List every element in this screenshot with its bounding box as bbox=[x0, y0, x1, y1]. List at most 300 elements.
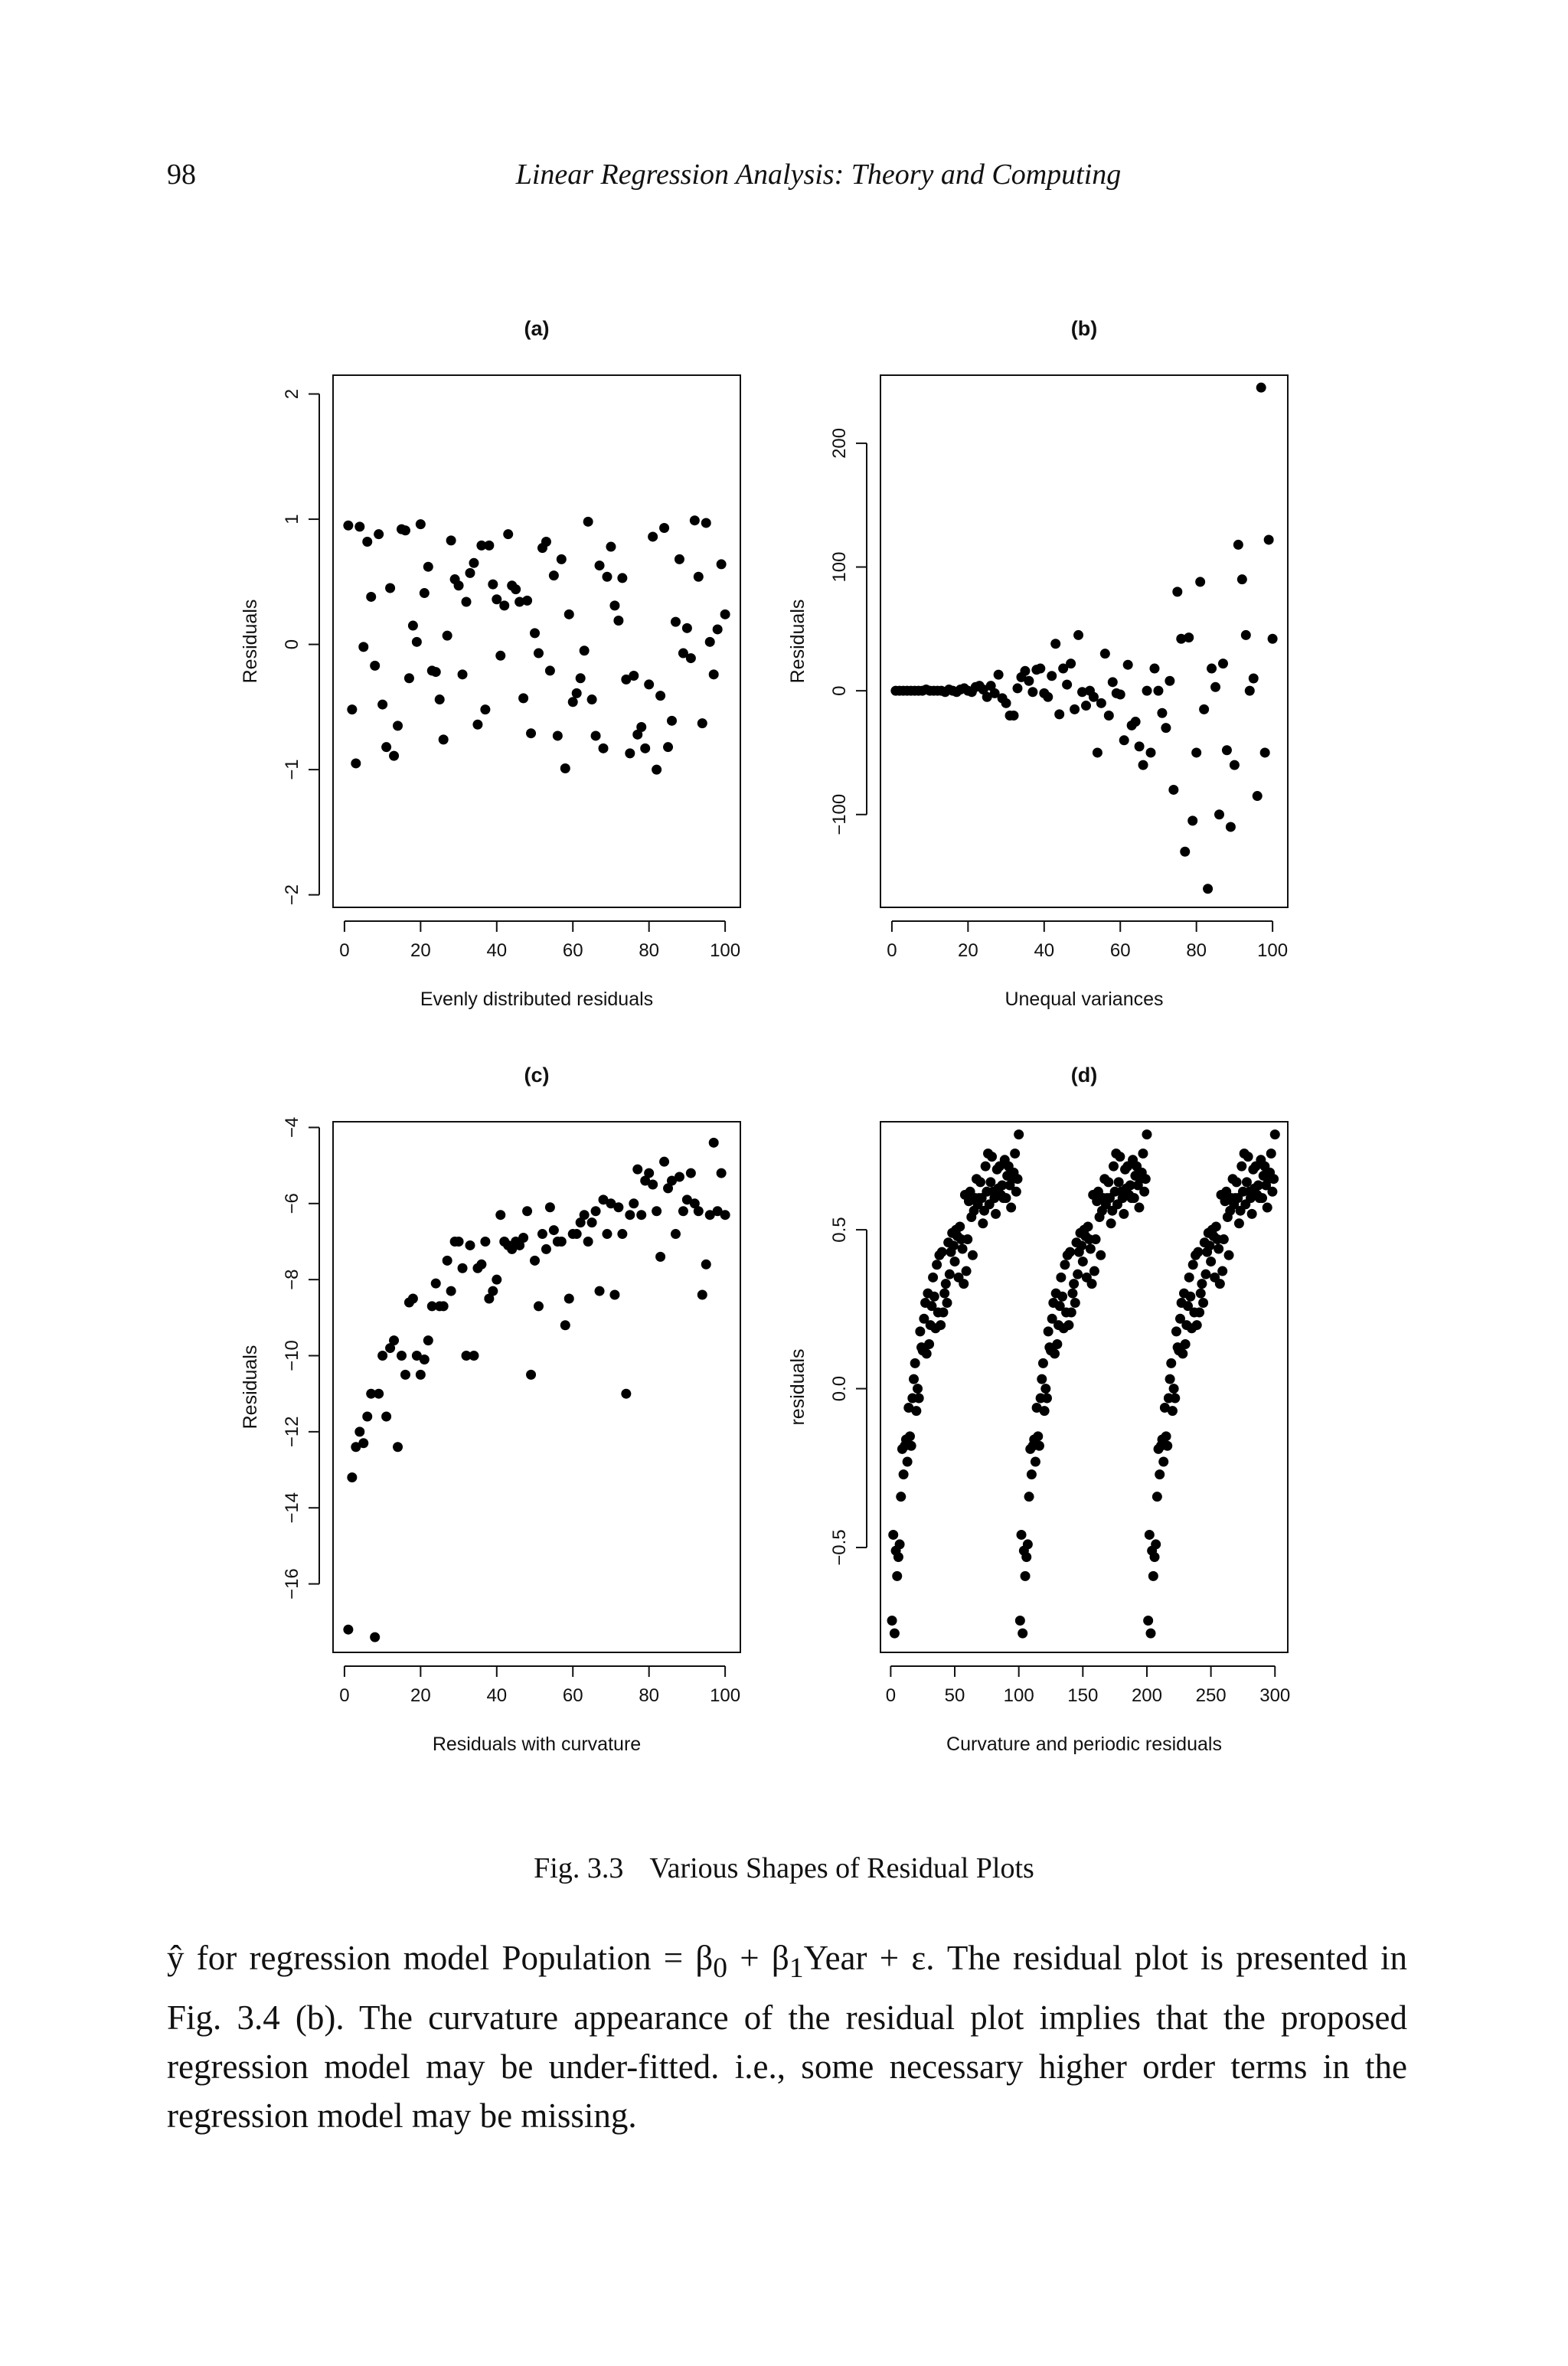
chart-a-point bbox=[381, 742, 391, 752]
chart-d-point bbox=[1015, 1616, 1025, 1626]
chart-b-point bbox=[1024, 676, 1034, 686]
chart-d-point bbox=[1161, 1431, 1171, 1441]
chart-d-point bbox=[915, 1326, 925, 1336]
chart-a-point bbox=[480, 704, 490, 714]
chart-c-point bbox=[541, 1244, 551, 1254]
chart-d-point bbox=[1206, 1257, 1216, 1266]
chart-c-point bbox=[370, 1632, 380, 1642]
chart-d-x-tick-label: 200 bbox=[1131, 1685, 1162, 1706]
chart-d-point bbox=[909, 1374, 919, 1384]
chart-a-point bbox=[374, 529, 384, 539]
chart-c-point bbox=[408, 1294, 418, 1304]
chart-a-point bbox=[655, 691, 665, 701]
chart-c-x-label: Residuals with curvature bbox=[432, 1734, 642, 1755]
chart-a-point bbox=[439, 734, 449, 744]
chart-c-point bbox=[530, 1256, 540, 1266]
chart-d-point bbox=[928, 1273, 938, 1283]
chart-a-x-tick-label: 20 bbox=[410, 940, 431, 961]
chart-d-point bbox=[903, 1457, 913, 1467]
chart-c-point bbox=[522, 1206, 532, 1216]
chart-b-point bbox=[1253, 791, 1263, 801]
chart-c-point bbox=[420, 1355, 430, 1364]
chart-a-point bbox=[522, 596, 532, 606]
chart-c-point bbox=[439, 1301, 449, 1311]
chart-d-point bbox=[1142, 1129, 1152, 1139]
chart-c-point bbox=[572, 1229, 582, 1239]
chart-d-point bbox=[1134, 1203, 1144, 1213]
chart-b-point bbox=[1096, 698, 1106, 708]
chart-d-point bbox=[938, 1307, 948, 1317]
chart-c-point bbox=[458, 1263, 468, 1273]
beta1-subscript: 1 bbox=[789, 1953, 804, 1984]
chart-a-point bbox=[443, 631, 452, 641]
chart-a-point bbox=[690, 515, 700, 525]
chart-b-point bbox=[1054, 709, 1064, 719]
chart-d-point bbox=[929, 1292, 939, 1302]
chart-d-point bbox=[981, 1162, 991, 1172]
chart-a-x-tick-label: 0 bbox=[339, 940, 350, 961]
chart-a-y-tick-label: −2 bbox=[282, 884, 302, 906]
chart-c-point bbox=[591, 1206, 601, 1216]
chart-a-y-tick-label: 1 bbox=[282, 514, 302, 525]
chart-b-y-tick-label: 100 bbox=[829, 551, 850, 583]
chart-d-point bbox=[1139, 1187, 1149, 1197]
chart-b-point bbox=[1138, 760, 1148, 770]
chart-b-point bbox=[1245, 686, 1255, 696]
chart-c-y-tick-label: −10 bbox=[282, 1340, 302, 1371]
chart-c-point bbox=[686, 1168, 696, 1178]
chart-d-point bbox=[905, 1431, 915, 1441]
chart-b-y-tick-label: 0 bbox=[829, 685, 850, 696]
chart-d-point bbox=[1234, 1218, 1244, 1228]
chart-d-point bbox=[1152, 1492, 1162, 1502]
chart-c-point bbox=[629, 1198, 639, 1208]
page-number: 98 bbox=[167, 158, 196, 191]
chart-d-point bbox=[1073, 1270, 1083, 1279]
chart-d-point bbox=[939, 1289, 949, 1299]
chart-a-point bbox=[469, 558, 479, 568]
chart-d-point bbox=[1040, 1406, 1050, 1416]
chart-a-point bbox=[675, 554, 684, 564]
chart-c-y-tick-label: −4 bbox=[282, 1116, 302, 1139]
chart-a-point bbox=[553, 730, 563, 740]
chart-d-point bbox=[1198, 1298, 1208, 1308]
chart-c-y-tick-label: −8 bbox=[282, 1269, 302, 1290]
body-text-part3: Year + ε. bbox=[803, 1939, 935, 1977]
chart-b-point bbox=[1081, 701, 1091, 711]
chart-d-point bbox=[1114, 1177, 1124, 1187]
chart-c-point bbox=[671, 1229, 681, 1239]
chart-d-point bbox=[937, 1247, 947, 1257]
chart-a-point bbox=[636, 722, 646, 732]
chart-d-point bbox=[1001, 1193, 1011, 1203]
chart-d-point bbox=[1215, 1279, 1225, 1289]
chart-d-point bbox=[1119, 1209, 1129, 1219]
chart-d-point bbox=[1109, 1162, 1119, 1172]
chart-a-point bbox=[652, 765, 662, 775]
chart-a-point bbox=[587, 694, 597, 704]
chart-b-point bbox=[1199, 704, 1209, 714]
chart-d bbox=[787, 1064, 1290, 1755]
chart-a-point bbox=[557, 554, 567, 564]
chart-b-point bbox=[1172, 587, 1182, 596]
chart-a-point bbox=[572, 688, 582, 698]
chart-c bbox=[240, 1064, 740, 1755]
chart-a-point bbox=[648, 531, 658, 541]
chart-d-point bbox=[1060, 1260, 1070, 1270]
chart-a-point bbox=[609, 600, 619, 610]
chart-b-point bbox=[1187, 815, 1197, 825]
chart-a-point bbox=[431, 667, 441, 677]
chart-d-point bbox=[924, 1339, 934, 1349]
chart-a-point bbox=[423, 562, 433, 572]
chart-b-point bbox=[1165, 676, 1174, 686]
chart-a-point bbox=[351, 758, 361, 768]
chart-a bbox=[240, 317, 740, 1010]
chart-c-point bbox=[400, 1370, 410, 1380]
chart-a-point bbox=[526, 728, 536, 738]
chart-c-point bbox=[621, 1389, 631, 1399]
chart-d-x-tick-label: 150 bbox=[1067, 1685, 1099, 1706]
chart-b-point bbox=[1043, 692, 1053, 702]
chart-c-point bbox=[709, 1138, 719, 1148]
chart-a-point bbox=[701, 518, 711, 528]
chart-d-point bbox=[1196, 1289, 1206, 1299]
chart-c-point bbox=[613, 1202, 623, 1212]
chart-c-y-tick-label: −12 bbox=[282, 1416, 302, 1448]
chart-d-point bbox=[962, 1234, 972, 1244]
chart-d-point bbox=[1078, 1257, 1088, 1266]
chart-c-point bbox=[644, 1168, 654, 1178]
chart-c-point bbox=[694, 1206, 704, 1216]
chart-d-point bbox=[910, 1358, 920, 1368]
chart-c-point bbox=[389, 1335, 399, 1345]
chart-d-point bbox=[1214, 1243, 1223, 1253]
chart-d-point bbox=[1086, 1243, 1096, 1253]
chart-a-point bbox=[400, 525, 410, 535]
chart-d-point bbox=[991, 1209, 1001, 1219]
chart-b-point bbox=[1218, 658, 1228, 668]
chart-a-point bbox=[484, 541, 494, 551]
chart-c-point bbox=[557, 1237, 567, 1247]
chart-b-point bbox=[1260, 747, 1270, 757]
chart-a-point bbox=[503, 529, 513, 539]
chart-d-y-label: residuals bbox=[787, 1348, 808, 1426]
chart-b-point bbox=[1073, 630, 1083, 640]
chart-b-point bbox=[1104, 711, 1114, 721]
chart-c-point bbox=[675, 1172, 684, 1182]
chart-b-point bbox=[1050, 639, 1060, 649]
chart-c-point bbox=[595, 1286, 605, 1296]
chart-d-point bbox=[1083, 1221, 1093, 1231]
chart-a-point bbox=[534, 649, 544, 658]
chart-a-x-tick-label: 100 bbox=[710, 940, 741, 961]
chart-a-title: (a) bbox=[524, 317, 550, 340]
chart-b-point bbox=[1070, 704, 1080, 714]
chart-d-point bbox=[1021, 1571, 1031, 1581]
chart-b-point bbox=[1009, 711, 1019, 721]
chart-c-point bbox=[354, 1426, 364, 1436]
chart-c-frame bbox=[333, 1122, 740, 1652]
chart-b-point bbox=[1180, 847, 1190, 857]
chart-d-point bbox=[1145, 1530, 1155, 1540]
chart-d-point bbox=[1027, 1469, 1037, 1479]
chart-d-point bbox=[1106, 1218, 1116, 1228]
chart-b-point bbox=[1001, 698, 1011, 708]
chart-d-point bbox=[1018, 1629, 1027, 1639]
chart-a-point bbox=[343, 521, 353, 531]
chart-c-point bbox=[652, 1206, 662, 1216]
chart-d-point bbox=[1011, 1187, 1021, 1197]
chart-c-point bbox=[648, 1179, 658, 1189]
chart-a-frame bbox=[333, 375, 740, 907]
figure-caption-text: Various Shapes of Residual Plots bbox=[649, 1852, 1034, 1884]
chart-d-x-tick-label: 50 bbox=[944, 1685, 965, 1706]
chart-c-point bbox=[358, 1438, 368, 1448]
chart-d-point bbox=[1065, 1247, 1075, 1257]
chart-b-point bbox=[1020, 666, 1030, 676]
chart-d-point bbox=[911, 1406, 921, 1416]
chart-b-point bbox=[1135, 741, 1145, 751]
chart-a-point bbox=[358, 642, 368, 652]
chart-a-point bbox=[709, 669, 719, 679]
chart-a-point bbox=[495, 651, 505, 661]
chart-b-point bbox=[1012, 683, 1022, 693]
chart-b-point bbox=[1184, 632, 1194, 642]
chart-d-point bbox=[1087, 1279, 1097, 1289]
chart-d-point bbox=[975, 1177, 985, 1187]
chart-a-point bbox=[347, 704, 357, 714]
chart-b-point bbox=[1161, 723, 1171, 733]
chart-d-point bbox=[1151, 1539, 1161, 1549]
chart-c-point bbox=[393, 1442, 403, 1452]
chart-a-point bbox=[420, 588, 430, 598]
chart-d-point bbox=[1243, 1152, 1253, 1162]
chart-a-point bbox=[659, 523, 669, 533]
chart-d-point bbox=[1038, 1358, 1048, 1368]
chart-b-point bbox=[1249, 673, 1259, 683]
chart-c-point bbox=[659, 1157, 669, 1167]
chart-a-point bbox=[416, 519, 426, 529]
chart-b-point bbox=[1066, 658, 1076, 668]
chart-d-point bbox=[1129, 1193, 1139, 1203]
chart-d-point bbox=[1031, 1457, 1040, 1467]
body-text-part4: The residual plot is presented in Fig. 3.4 (b). The curvature appearance of the residual plot implies that the proposed regression model may be under-fitted. i.e., some necessary higher order terms in the regression model may be missing. bbox=[167, 1939, 1407, 2135]
chart-c-point bbox=[374, 1389, 384, 1399]
chart-b-y-label: Residuals bbox=[787, 599, 808, 684]
chart-d-point bbox=[1219, 1234, 1229, 1244]
chart-d-point bbox=[1194, 1307, 1204, 1317]
chart-d-point bbox=[1169, 1384, 1179, 1394]
chart-c-point bbox=[416, 1370, 426, 1380]
chart-c-point bbox=[636, 1210, 646, 1220]
chart-a-point bbox=[377, 700, 387, 710]
chart-a-point bbox=[663, 742, 673, 752]
chart-b-point bbox=[1142, 686, 1152, 696]
chart-d-point bbox=[896, 1492, 906, 1502]
chart-a-point bbox=[617, 573, 627, 583]
chart-a-point bbox=[671, 617, 681, 627]
chart-d-point bbox=[936, 1320, 946, 1330]
chart-d-point bbox=[955, 1221, 965, 1231]
chart-b-x-label: Unequal variances bbox=[1004, 989, 1164, 1010]
chart-c-point bbox=[377, 1351, 387, 1361]
chart-c-point bbox=[423, 1335, 433, 1345]
chart-d-point bbox=[899, 1469, 909, 1479]
chart-d-point bbox=[1034, 1441, 1044, 1451]
chart-b-x-tick-label: 0 bbox=[887, 940, 897, 961]
chart-d-point bbox=[1269, 1174, 1279, 1184]
chart-d-point bbox=[1063, 1320, 1073, 1330]
chart-d-point bbox=[1138, 1149, 1148, 1158]
chart-d-point bbox=[1042, 1394, 1052, 1404]
chart-a-point bbox=[625, 748, 635, 758]
chart-b-point bbox=[1116, 690, 1125, 700]
chart-a-y-tick-label: 2 bbox=[282, 388, 302, 400]
chart-d-point bbox=[1217, 1266, 1227, 1276]
chart-b-point bbox=[1233, 540, 1243, 550]
chart-d-point bbox=[1096, 1250, 1106, 1260]
running-title: Linear Regression Analysis: Theory and Computing bbox=[515, 158, 1122, 191]
chart-d-point bbox=[1143, 1616, 1153, 1626]
chart-a-point bbox=[682, 623, 692, 633]
chart-d-point bbox=[1166, 1358, 1176, 1368]
chart-b-point bbox=[1093, 747, 1102, 757]
chart-a-point bbox=[602, 572, 612, 582]
chart-b-point bbox=[1191, 747, 1201, 757]
chart-c-y-label: Residuals bbox=[240, 1345, 261, 1430]
chart-a-point bbox=[465, 568, 475, 578]
chart-a-point bbox=[446, 535, 456, 545]
chart-d-point bbox=[1091, 1234, 1101, 1244]
chart-d-point bbox=[1145, 1629, 1155, 1639]
chart-d-point bbox=[1103, 1177, 1113, 1187]
chart-c-point bbox=[431, 1279, 441, 1289]
chart-b-x-tick-label: 40 bbox=[1034, 940, 1055, 961]
chart-c-point bbox=[381, 1412, 391, 1422]
chart-d-point bbox=[1178, 1348, 1187, 1358]
chart-d-point bbox=[959, 1279, 969, 1289]
chart-c-point bbox=[617, 1229, 627, 1239]
chart-d-point bbox=[1263, 1203, 1272, 1213]
chart-d-y-tick-label: 0.0 bbox=[829, 1375, 850, 1402]
chart-c-point bbox=[469, 1351, 479, 1361]
chart-a-point bbox=[568, 697, 578, 707]
chart-c-point bbox=[720, 1210, 730, 1220]
chart-a-point bbox=[518, 693, 528, 703]
chart-b-x-tick-label: 80 bbox=[1186, 940, 1207, 961]
chart-c-x-tick-label: 100 bbox=[710, 1685, 741, 1706]
chart-a-point bbox=[530, 628, 540, 638]
chart-b-point bbox=[1226, 822, 1236, 832]
chart-c-point bbox=[697, 1290, 707, 1300]
chart-d-point bbox=[906, 1441, 916, 1451]
chart-c-point bbox=[526, 1370, 536, 1380]
chart-d-point bbox=[1242, 1177, 1252, 1187]
chart-d-y-tick-label: −0.5 bbox=[829, 1529, 850, 1566]
chart-d-point bbox=[1197, 1279, 1207, 1289]
chart-c-point bbox=[549, 1225, 559, 1235]
chart-c-point bbox=[343, 1625, 353, 1635]
chart-a-point bbox=[472, 720, 482, 730]
chart-a-point bbox=[389, 751, 399, 761]
chart-d-title: (d) bbox=[1070, 1064, 1098, 1087]
chart-a-point bbox=[511, 584, 521, 594]
chart-b-point bbox=[1195, 577, 1205, 587]
chart-b-point bbox=[1264, 534, 1274, 544]
chart-b-point bbox=[1222, 745, 1232, 755]
chart-d-x-tick-label: 0 bbox=[885, 1685, 897, 1706]
chart-a-point bbox=[686, 653, 696, 663]
chart-a-point bbox=[454, 580, 464, 590]
chart-a-point bbox=[713, 624, 723, 634]
chart-d-point bbox=[1044, 1326, 1054, 1336]
chart-d-point bbox=[1024, 1492, 1034, 1502]
residual-plots-figure bbox=[230, 291, 1317, 1761]
chart-c-point bbox=[480, 1237, 490, 1247]
chart-c-point bbox=[587, 1217, 597, 1227]
chart-d-point bbox=[1141, 1174, 1151, 1184]
chart-c-point bbox=[465, 1240, 475, 1250]
chart-a-point bbox=[613, 616, 623, 626]
chart-b-point bbox=[1207, 664, 1217, 674]
chart-d-point bbox=[1023, 1539, 1033, 1549]
chart-c-point bbox=[632, 1165, 642, 1175]
chart-c-point bbox=[564, 1294, 574, 1304]
body-text-part2: + β bbox=[727, 1939, 789, 1977]
chart-b-y-tick-label: −100 bbox=[829, 793, 850, 835]
chart-d-point bbox=[893, 1552, 903, 1562]
chart-b-point bbox=[1153, 686, 1163, 696]
chart-d-point bbox=[892, 1571, 902, 1581]
chart-d-point bbox=[978, 1218, 988, 1228]
chart-d-x-label: Curvature and periodic residuals bbox=[946, 1734, 1222, 1755]
chart-c-point bbox=[443, 1256, 452, 1266]
chart-c-point bbox=[492, 1275, 501, 1285]
chart-d-point bbox=[1050, 1348, 1060, 1358]
chart-d-point bbox=[941, 1279, 951, 1289]
chart-d-point bbox=[1170, 1394, 1180, 1404]
chart-a-point bbox=[720, 609, 730, 619]
chart-a-point bbox=[583, 517, 593, 527]
chart-d-point bbox=[1232, 1177, 1242, 1187]
chart-a-point bbox=[458, 669, 468, 679]
chart-d-x-tick-label: 100 bbox=[1003, 1685, 1034, 1706]
body-text-part1: ŷ for regression model Population = β bbox=[167, 1939, 714, 1977]
chart-d-point bbox=[890, 1629, 900, 1639]
chart-a-y-tick-label: −1 bbox=[282, 759, 302, 780]
chart-d-point bbox=[888, 1530, 898, 1540]
chart-d-point bbox=[1224, 1250, 1234, 1260]
body-paragraph bbox=[167, 1933, 1407, 2140]
chart-d-point bbox=[1069, 1279, 1079, 1289]
chart-a-point bbox=[580, 645, 590, 655]
chart-d-point bbox=[1266, 1149, 1276, 1158]
chart-c-point bbox=[545, 1202, 555, 1212]
chart-c-title: (c) bbox=[524, 1064, 550, 1087]
chart-c-point bbox=[397, 1351, 407, 1361]
chart-b-point bbox=[1230, 760, 1240, 770]
chart-d-point bbox=[1150, 1552, 1160, 1562]
chart-d-point bbox=[958, 1243, 968, 1253]
chart-c-point bbox=[518, 1233, 528, 1243]
chart-b-point bbox=[1237, 574, 1247, 584]
chart-b-point bbox=[1210, 682, 1220, 692]
chart-a-point bbox=[717, 559, 727, 569]
chart-d-point bbox=[895, 1539, 905, 1549]
chart-b-point bbox=[1035, 664, 1045, 674]
chart-a-point bbox=[576, 673, 586, 683]
